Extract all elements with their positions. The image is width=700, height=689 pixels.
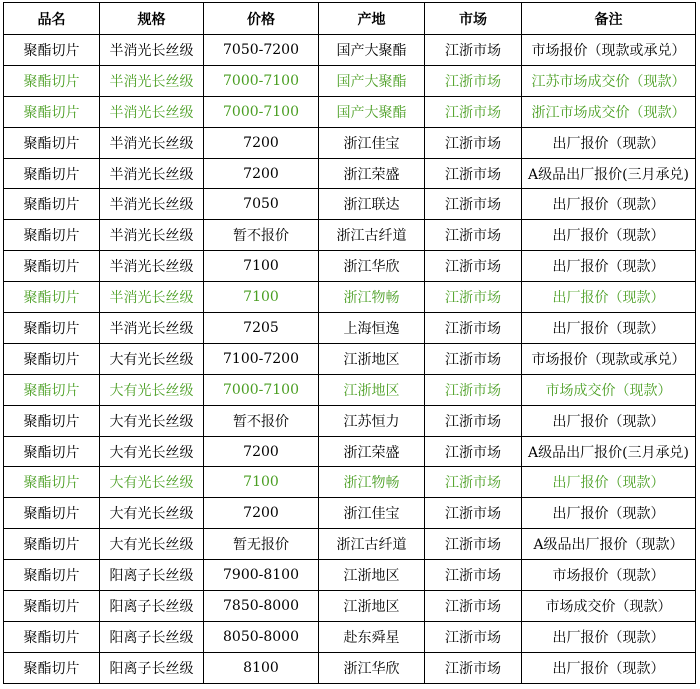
table-row bbox=[4, 343, 696, 374]
table-row bbox=[4, 467, 696, 498]
cell-remark: 出厂报价（现款） bbox=[522, 313, 696, 344]
cell-price: 7100 bbox=[204, 282, 319, 313]
cell-market: 江浙市场 bbox=[425, 591, 522, 622]
cell-product: 聚酯切片 bbox=[4, 374, 100, 405]
cell-spec: 半消光长丝级 bbox=[100, 65, 204, 96]
cell-product: 聚酯切片 bbox=[4, 313, 100, 344]
cell-origin: 浙江华欣 bbox=[319, 652, 425, 683]
cell-spec: 半消光长丝级 bbox=[100, 282, 204, 313]
cell-remark: A级品出厂报价(三月承兑) bbox=[522, 436, 696, 467]
cell-origin: 浙江古纤道 bbox=[319, 220, 425, 251]
cell-spec: 阳离子长丝级 bbox=[100, 652, 204, 683]
cell-market: 江浙市场 bbox=[425, 158, 522, 189]
cell-market: 江浙市场 bbox=[425, 529, 522, 560]
cell-remark: 出厂报价（现款） bbox=[522, 189, 696, 220]
cell-spec: 半消光长丝级 bbox=[100, 189, 204, 220]
cell-remark: 市场成交价（现款） bbox=[522, 591, 696, 622]
cell-spec: 半消光长丝级 bbox=[100, 96, 204, 127]
cell-remark: 出厂报价（现款） bbox=[522, 652, 696, 683]
table-row bbox=[4, 158, 696, 189]
cell-remark: 出厂报价（现款） bbox=[522, 405, 696, 436]
cell-product: 聚酯切片 bbox=[4, 652, 100, 683]
table-row bbox=[4, 374, 696, 405]
table-row bbox=[4, 251, 696, 282]
cell-product: 聚酯切片 bbox=[4, 436, 100, 467]
cell-remark: 市场报价（现款或承兑） bbox=[522, 343, 696, 374]
cell-product: 聚酯切片 bbox=[4, 560, 100, 591]
cell-origin: 江浙地区 bbox=[319, 560, 425, 591]
cell-price: 7200 bbox=[204, 498, 319, 529]
cell-product: 聚酯切片 bbox=[4, 96, 100, 127]
cell-price: 8100 bbox=[204, 652, 319, 683]
table-row bbox=[4, 652, 696, 683]
cell-spec: 阳离子长丝级 bbox=[100, 591, 204, 622]
cell-spec: 大有光长丝级 bbox=[100, 405, 204, 436]
cell-spec: 半消光长丝级 bbox=[100, 158, 204, 189]
table-row bbox=[4, 591, 696, 622]
cell-price: 7100-7200 bbox=[204, 343, 319, 374]
cell-origin: 江浙地区 bbox=[319, 343, 425, 374]
header-product: 品名 bbox=[4, 3, 100, 35]
cell-origin: 赴东舜星 bbox=[319, 621, 425, 652]
price-table-container bbox=[3, 2, 696, 684]
table-row bbox=[4, 127, 696, 158]
cell-market: 江浙市场 bbox=[425, 405, 522, 436]
cell-product: 聚酯切片 bbox=[4, 220, 100, 251]
price-table bbox=[3, 2, 696, 684]
cell-price: 7050 bbox=[204, 189, 319, 220]
cell-spec: 半消光长丝级 bbox=[100, 220, 204, 251]
cell-price: 7100 bbox=[204, 251, 319, 282]
cell-remark: 市场报价（现款或承兑） bbox=[522, 35, 696, 66]
cell-origin: 上海恒逸 bbox=[319, 313, 425, 344]
table-row bbox=[4, 560, 696, 591]
table-row bbox=[4, 621, 696, 652]
cell-spec: 半消光长丝级 bbox=[100, 35, 204, 66]
cell-market: 江浙市场 bbox=[425, 498, 522, 529]
cell-price: 7200 bbox=[204, 127, 319, 158]
table-row bbox=[4, 189, 696, 220]
cell-product: 聚酯切片 bbox=[4, 127, 100, 158]
table-row bbox=[4, 65, 696, 96]
cell-remark: 江苏市场成交价（现款） bbox=[522, 65, 696, 96]
cell-product: 聚酯切片 bbox=[4, 158, 100, 189]
header-origin: 产地 bbox=[319, 3, 425, 35]
table-row bbox=[4, 405, 696, 436]
cell-remark: 出厂报价（现款） bbox=[522, 251, 696, 282]
cell-remark: 出厂报价（现款） bbox=[522, 467, 696, 498]
cell-remark: 浙江市场成交价（现款） bbox=[522, 96, 696, 127]
cell-market: 江浙市场 bbox=[425, 313, 522, 344]
cell-price: 7200 bbox=[204, 158, 319, 189]
cell-origin: 国产大聚酯 bbox=[319, 65, 425, 96]
cell-price: 8050-8000 bbox=[204, 621, 319, 652]
cell-market: 江浙市场 bbox=[425, 374, 522, 405]
cell-remark: 市场成交价（现款） bbox=[522, 374, 696, 405]
cell-product: 聚酯切片 bbox=[4, 591, 100, 622]
cell-market: 江浙市场 bbox=[425, 96, 522, 127]
cell-origin: 国产大聚酯 bbox=[319, 35, 425, 66]
cell-remark: 出厂报价（现款） bbox=[522, 621, 696, 652]
cell-product: 聚酯切片 bbox=[4, 65, 100, 96]
cell-market: 江浙市场 bbox=[425, 251, 522, 282]
cell-spec: 大有光长丝级 bbox=[100, 374, 204, 405]
cell-market: 江浙市场 bbox=[425, 467, 522, 498]
cell-remark: 出厂报价（现款） bbox=[522, 220, 696, 251]
cell-price: 7000-7100 bbox=[204, 96, 319, 127]
cell-remark: 出厂报价（现款） bbox=[522, 127, 696, 158]
cell-spec: 阳离子长丝级 bbox=[100, 560, 204, 591]
cell-market: 江浙市场 bbox=[425, 35, 522, 66]
cell-price: 暂不报价 bbox=[204, 405, 319, 436]
header-spec: 规格 bbox=[100, 3, 204, 35]
cell-market: 江浙市场 bbox=[425, 560, 522, 591]
cell-product: 聚酯切片 bbox=[4, 621, 100, 652]
header-remark: 备注 bbox=[522, 3, 696, 35]
cell-origin: 浙江物畅 bbox=[319, 467, 425, 498]
cell-product: 聚酯切片 bbox=[4, 282, 100, 313]
cell-origin: 浙江华欣 bbox=[319, 251, 425, 282]
cell-origin: 江苏恒力 bbox=[319, 405, 425, 436]
cell-market: 江浙市场 bbox=[425, 65, 522, 96]
cell-market: 江浙市场 bbox=[425, 282, 522, 313]
cell-market: 江浙市场 bbox=[425, 343, 522, 374]
cell-spec: 大有光长丝级 bbox=[100, 529, 204, 560]
cell-product: 聚酯切片 bbox=[4, 251, 100, 282]
cell-product: 聚酯切片 bbox=[4, 467, 100, 498]
cell-origin: 浙江荣盛 bbox=[319, 158, 425, 189]
table-row bbox=[4, 313, 696, 344]
cell-origin: 浙江物畅 bbox=[319, 282, 425, 313]
cell-spec: 大有光长丝级 bbox=[100, 436, 204, 467]
cell-price: 7100 bbox=[204, 467, 319, 498]
cell-product: 聚酯切片 bbox=[4, 405, 100, 436]
cell-market: 江浙市场 bbox=[425, 436, 522, 467]
cell-spec: 大有光长丝级 bbox=[100, 467, 204, 498]
table-row bbox=[4, 498, 696, 529]
cell-market: 江浙市场 bbox=[425, 652, 522, 683]
cell-spec: 大有光长丝级 bbox=[100, 498, 204, 529]
cell-product: 聚酯切片 bbox=[4, 35, 100, 66]
cell-spec: 半消光长丝级 bbox=[100, 251, 204, 282]
cell-origin: 浙江佳宝 bbox=[319, 498, 425, 529]
cell-product: 聚酯切片 bbox=[4, 343, 100, 374]
header-market: 市场 bbox=[425, 3, 522, 35]
cell-price: 7000-7100 bbox=[204, 65, 319, 96]
cell-origin: 浙江古纤道 bbox=[319, 529, 425, 560]
cell-origin: 浙江荣盛 bbox=[319, 436, 425, 467]
cell-spec: 半消光长丝级 bbox=[100, 313, 204, 344]
cell-spec: 阳离子长丝级 bbox=[100, 621, 204, 652]
table-row bbox=[4, 220, 696, 251]
cell-price: 7850-8000 bbox=[204, 591, 319, 622]
cell-remark: A级品出厂报价(三月承兑) bbox=[522, 158, 696, 189]
cell-price: 7000-7100 bbox=[204, 374, 319, 405]
cell-product: 聚酯切片 bbox=[4, 189, 100, 220]
cell-market: 江浙市场 bbox=[425, 189, 522, 220]
cell-market: 江浙市场 bbox=[425, 220, 522, 251]
table-row bbox=[4, 282, 696, 313]
header-price: 价格 bbox=[204, 3, 319, 35]
table-row bbox=[4, 96, 696, 127]
cell-price: 7900-8100 bbox=[204, 560, 319, 591]
cell-spec: 大有光长丝级 bbox=[100, 343, 204, 374]
cell-market: 江浙市场 bbox=[425, 621, 522, 652]
cell-product: 聚酯切片 bbox=[4, 529, 100, 560]
cell-remark: 市场报价（现款） bbox=[522, 560, 696, 591]
table-row bbox=[4, 436, 696, 467]
cell-price: 7050-7200 bbox=[204, 35, 319, 66]
cell-origin: 浙江佳宝 bbox=[319, 127, 425, 158]
cell-market: 江浙市场 bbox=[425, 127, 522, 158]
cell-spec: 半消光长丝级 bbox=[100, 127, 204, 158]
cell-origin: 江浙地区 bbox=[319, 374, 425, 405]
table-row bbox=[4, 35, 696, 66]
cell-price: 7205 bbox=[204, 313, 319, 344]
cell-origin: 国产大聚酯 bbox=[319, 96, 425, 127]
table-row bbox=[4, 529, 696, 560]
cell-price: 暂不报价 bbox=[204, 220, 319, 251]
cell-remark: 出厂报价（现款） bbox=[522, 498, 696, 529]
cell-price: 7200 bbox=[204, 436, 319, 467]
cell-remark: 出厂报价（现款） bbox=[522, 282, 696, 313]
cell-origin: 江浙地区 bbox=[319, 591, 425, 622]
cell-remark: A级品出厂报价（现款） bbox=[522, 529, 696, 560]
table-header-row bbox=[4, 3, 696, 35]
table-body bbox=[4, 35, 696, 684]
cell-product: 聚酯切片 bbox=[4, 498, 100, 529]
cell-price: 暂无报价 bbox=[204, 529, 319, 560]
cell-origin: 浙江联达 bbox=[319, 189, 425, 220]
